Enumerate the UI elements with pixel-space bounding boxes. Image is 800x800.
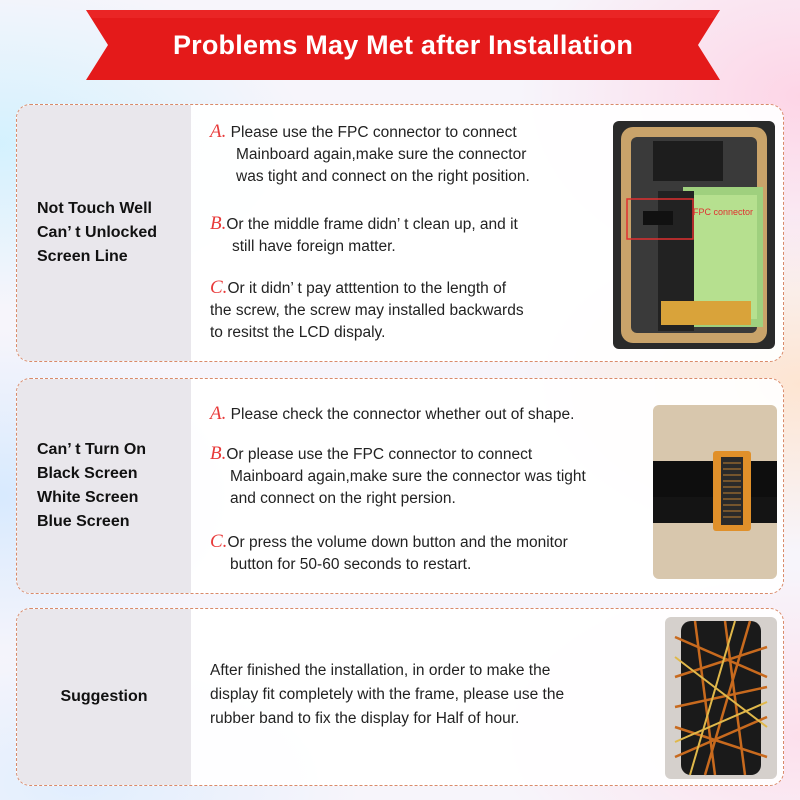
item-line: Or the middle frame didn’ t clean up, and it [226,216,518,233]
rubber-band-phone-photo [665,617,777,779]
item-line: Or it didn’ t pay atttention to the length of [227,280,507,297]
solution-item-a [210,403,574,426]
problem-label-line: Suggestion [60,688,148,705]
item-line: Mainboard again,make sure the connector was tight [230,468,586,485]
item-line: Please check the connector whether out of shape. [226,406,575,423]
solution-item-a [210,121,530,188]
item-letter: A. [210,403,227,424]
item-line: Or press the volume down button and the monitor [227,534,568,551]
problem-label-panel [17,609,191,785]
fpc-connector-photo [653,405,777,579]
item-line: still have foreign matter. [232,238,396,255]
problem-card-touch [16,104,784,362]
problem-label-panel [17,379,191,593]
phone-frame-photo [613,121,775,349]
item-line: Or please use the FPC connector to connect [226,446,533,463]
item-line: rubber band to fix the display for Half of hour. [210,710,520,727]
item-letter: C. [210,531,228,552]
problem-label-line: White Screen [37,489,139,506]
suggestion-card [16,608,784,786]
item-line: the screw, the screw may installed backwards [210,302,524,319]
problem-label-line: Not Touch Well [37,200,152,217]
item-line: was tight and connect on the right position. [236,168,530,185]
problem-card-screen [16,378,784,594]
item-letter: B. [210,213,227,234]
problem-label-panel [17,105,191,361]
problem-label-line: Can’ t Unlocked [37,224,158,241]
problem-label-line: Screen Line [37,248,128,265]
solution-item-b [210,213,518,258]
problem-label-line: Black Screen [37,465,138,482]
title-banner [86,10,720,80]
suggestion-text [210,659,564,731]
item-line: button for 50-60 seconds to restart. [230,556,472,573]
problem-label-line: Can’ t Turn On [37,441,147,458]
item-letter: B. [210,443,227,464]
item-line: to resitst the LCD dispaly. [210,324,386,341]
solution-item-c [210,531,568,576]
problem-label-line: Blue Screen [37,513,130,530]
item-line: display fit completely with the frame, please use the [210,686,565,703]
item-line: After finished the installation, in order to make the [210,662,551,679]
item-letter: C. [210,277,228,298]
solution-item-b [210,443,586,510]
image-annotation: FPC connector [693,207,754,217]
item-line: Please use the FPC connector to connect [226,124,517,141]
solution-item-c [210,277,524,344]
item-line: Mainboard again,make sure the connector [236,146,527,163]
item-line: and connect on the right persion. [230,490,456,507]
page-title: Problems May Met after Installation [172,29,634,60]
item-letter: A. [210,121,227,142]
